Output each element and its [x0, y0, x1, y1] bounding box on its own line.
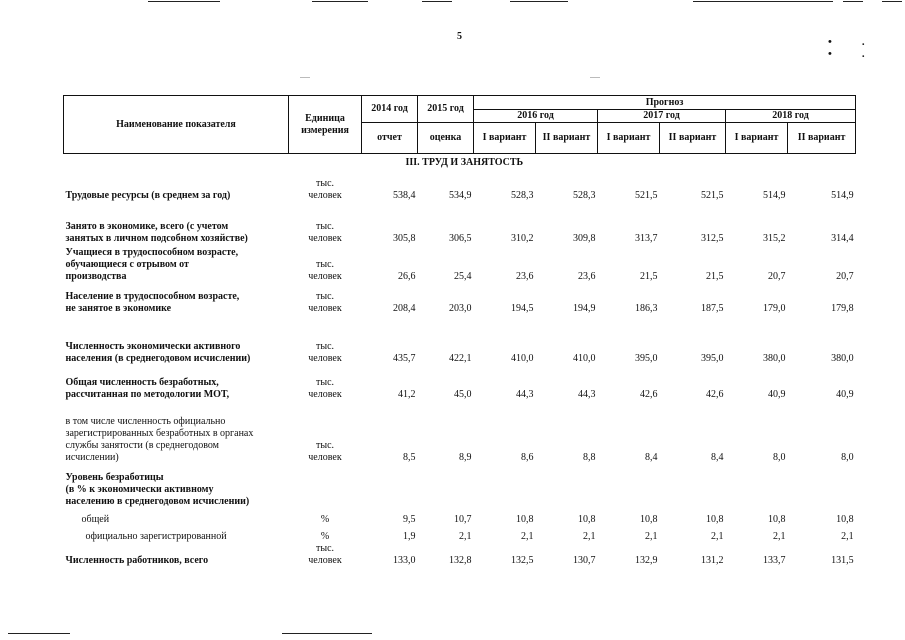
row-unit: тыс. человек — [308, 439, 342, 463]
row-unit: тыс. человек — [308, 376, 342, 400]
row-value: 132,8 — [449, 554, 472, 566]
row-value: 23,6 — [516, 270, 534, 282]
row-value: 21,5 — [706, 270, 724, 282]
row-name: Общая численность безработных, рассчитанная по методологии МОТ, — [65, 376, 230, 400]
header-2014: 2014 год — [362, 96, 418, 123]
row-value: 2,1 — [773, 530, 786, 542]
row-value: 131,5 — [831, 554, 854, 566]
row-value: 44,3 — [516, 388, 534, 400]
bottom-rule-2 — [282, 633, 372, 634]
forecast-table — [63, 95, 856, 567]
row-value — [536, 464, 598, 508]
table-row — [64, 526, 856, 543]
row-value: 310,2 — [511, 232, 534, 244]
row-unit: тыс. человек — [308, 340, 342, 364]
table-row — [64, 202, 856, 245]
table-row — [64, 401, 856, 464]
row-value: 8,8 — [583, 451, 596, 463]
table-row — [64, 543, 856, 567]
row-value: 380,0 — [831, 352, 854, 364]
row-value: 534,9 — [449, 189, 472, 201]
row-value: 312,5 — [701, 232, 724, 244]
row-value: 179,0 — [763, 302, 786, 314]
row-value: 2,1 — [583, 530, 596, 542]
row-value: 8,0 — [841, 451, 854, 463]
header-2016: 2016 год — [474, 110, 598, 123]
section-title: III. ТРУД И ЗАНЯТОСТЬ — [405, 156, 524, 168]
row-value: 10,8 — [768, 513, 786, 525]
row-value: 186,3 — [635, 302, 658, 314]
header-2015: 2015 год — [418, 96, 474, 123]
row-value: 410,0 — [511, 352, 534, 364]
top-rule-6 — [843, 1, 863, 2]
faint-rule-1 — [300, 77, 310, 78]
row-unit: % — [320, 530, 330, 542]
header-2017-var2: II вариант — [660, 123, 726, 154]
row-value: 309,8 — [573, 232, 596, 244]
bottom-rule-1 — [8, 633, 70, 634]
row-value: 315,2 — [763, 232, 786, 244]
row-value: 132,5 — [511, 554, 534, 566]
row-value: 41,2 — [398, 388, 416, 400]
top-rule-1 — [148, 1, 220, 2]
row-name: Занято в экономике, всего (с учетом занятых в личном подсобном хозяйстве) — [65, 220, 248, 244]
row-value: 2,1 — [645, 530, 658, 542]
row-value: 2,1 — [521, 530, 534, 542]
row-unit: тыс. человек — [308, 290, 342, 314]
row-value: 380,0 — [763, 352, 786, 364]
header-2017: 2017 год — [598, 110, 726, 123]
row-value: 514,9 — [831, 189, 854, 201]
row-value: 10,8 — [578, 513, 596, 525]
row-value: 20,7 — [768, 270, 786, 282]
corner-marks: •. •. — [828, 36, 895, 60]
row-name: в том числе численность официально зарегистрированных безработных в органах службы занятости (в среднегодовом исчислении) — [65, 415, 254, 463]
row-value — [788, 464, 856, 508]
row-name: Численность работников, всего — [65, 554, 209, 566]
top-rule-3 — [422, 1, 452, 2]
table-row — [64, 245, 856, 283]
row-value: 23,6 — [578, 270, 596, 282]
row-value: 133,0 — [393, 554, 416, 566]
row-value: 132,9 — [635, 554, 658, 566]
row-value — [726, 464, 788, 508]
row-value: 42,6 — [706, 388, 724, 400]
row-value: 8,0 — [773, 451, 786, 463]
header-name: Наименование показателя — [64, 96, 289, 154]
row-value: 187,5 — [701, 302, 724, 314]
row-value: 10,8 — [836, 513, 854, 525]
table-row — [64, 169, 856, 202]
row-value — [418, 464, 474, 508]
row-value: 10,8 — [640, 513, 658, 525]
row-value: 130,7 — [573, 554, 596, 566]
row-value: 194,9 — [573, 302, 596, 314]
row-value: 20,7 — [836, 270, 854, 282]
top-rule-5 — [693, 1, 833, 2]
header-estimate: оценка — [418, 123, 474, 154]
row-name: Учащиеся в трудоспособном возрасте, обучающиеся с отрывом от производства — [65, 246, 239, 282]
row-value: 2,1 — [459, 530, 472, 542]
row-value: 208,4 — [393, 302, 416, 314]
row-value: 42,6 — [640, 388, 658, 400]
row-unit: тыс. человек — [308, 542, 342, 566]
row-value: 8,4 — [711, 451, 724, 463]
header-report: отчет — [362, 123, 418, 154]
row-value: 131,2 — [701, 554, 724, 566]
row-value: 305,8 — [393, 232, 416, 244]
table-row — [64, 464, 856, 508]
row-value: 8,6 — [521, 451, 534, 463]
table-row — [64, 365, 856, 401]
row-value: 521,5 — [701, 189, 724, 201]
header-2016-var2: II вариант — [536, 123, 598, 154]
row-name: Население в трудоспособном возрасте, не занятое в экономике — [65, 290, 240, 314]
row-value: 306,5 — [449, 232, 472, 244]
row-value: 9,5 — [403, 513, 416, 525]
faint-rule-2 — [590, 77, 600, 78]
row-name: Трудовые ресурсы (в среднем за год) — [65, 189, 231, 201]
row-value: 203,0 — [449, 302, 472, 314]
row-unit — [289, 464, 362, 508]
header-2018: 2018 год — [726, 110, 856, 123]
row-value — [362, 464, 418, 508]
row-value: 10,8 — [706, 513, 724, 525]
row-value: 422,1 — [449, 352, 472, 364]
row-name: Численность экономически активного населения (в среднегодовом исчислении) — [65, 340, 251, 364]
row-value: 521,5 — [635, 189, 658, 201]
top-rule-2 — [312, 1, 368, 2]
row-value: 44,3 — [578, 388, 596, 400]
row-value: 21,5 — [640, 270, 658, 282]
row-value: 133,7 — [763, 554, 786, 566]
row-value: 40,9 — [768, 388, 786, 400]
row-value: 410,0 — [573, 352, 596, 364]
top-rule-4 — [510, 1, 568, 2]
row-value: 10,8 — [516, 513, 534, 525]
row-name: официально зарегистрированной — [85, 530, 227, 542]
row-value: 2,1 — [711, 530, 724, 542]
row-value: 1,9 — [403, 530, 416, 542]
row-value: 179,8 — [831, 302, 854, 314]
row-value — [474, 464, 536, 508]
row-value: 528,3 — [573, 189, 596, 201]
row-value — [598, 464, 660, 508]
row-value: 45,0 — [454, 388, 472, 400]
row-value: 435,7 — [393, 352, 416, 364]
row-value: 8,4 — [645, 451, 658, 463]
page-number: 5 — [457, 31, 462, 42]
row-value: 538,4 — [393, 189, 416, 201]
table-row — [64, 283, 856, 315]
row-value: 8,9 — [459, 451, 472, 463]
row-name: общей — [81, 513, 110, 525]
header-unit: Единица измерения — [289, 96, 362, 154]
header-2018-var2: II вариант — [788, 123, 856, 154]
row-value: 194,5 — [511, 302, 534, 314]
row-value: 2,1 — [841, 530, 854, 542]
header-2017-var1: I вариант — [598, 123, 660, 154]
header-2018-var1: I вариант — [726, 123, 788, 154]
table-row — [64, 315, 856, 365]
row-value: 10,7 — [454, 513, 472, 525]
row-value: 395,0 — [701, 352, 724, 364]
row-value: 528,3 — [511, 189, 534, 201]
row-name: Уровень безработицы (в % к экономически активному населению в среднегодовом исчислении) — [65, 471, 250, 507]
row-value: 26,6 — [398, 270, 416, 282]
row-value: 8,5 — [403, 451, 416, 463]
row-value: 40,9 — [836, 388, 854, 400]
row-value: 25,4 — [454, 270, 472, 282]
header-2016-var1: I вариант — [474, 123, 536, 154]
row-value: 395,0 — [635, 352, 658, 364]
table-row — [64, 508, 856, 526]
row-value: 314,4 — [831, 232, 854, 244]
row-unit: тыс. человек — [308, 220, 342, 244]
row-unit: % — [320, 513, 330, 525]
row-unit: тыс. человек — [308, 258, 342, 282]
header-forecast: Прогноз — [474, 96, 856, 110]
row-unit: тыс. человек — [308, 177, 342, 201]
row-value: 514,9 — [763, 189, 786, 201]
row-value: 313,7 — [635, 232, 658, 244]
top-rule-7 — [882, 1, 902, 2]
row-value — [660, 464, 726, 508]
